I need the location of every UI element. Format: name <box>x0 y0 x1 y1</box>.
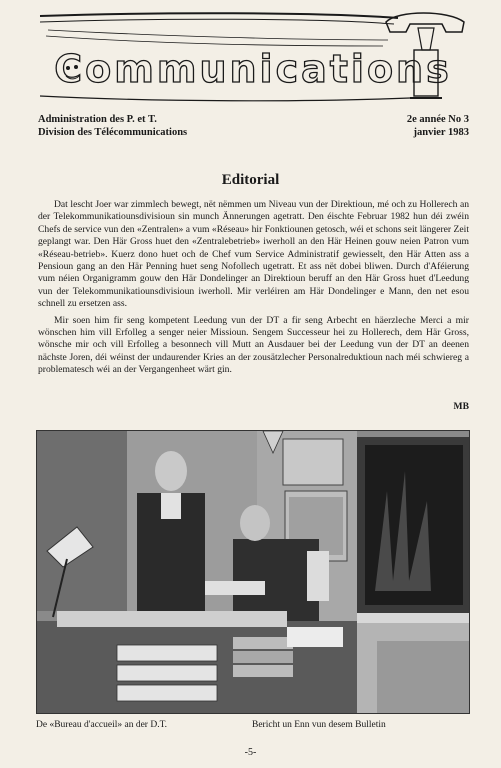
photo-caption-left: De «Bureau d'accueil» an der D.T. <box>36 720 168 730</box>
office-photo <box>36 430 470 714</box>
office-photo-image <box>37 431 469 713</box>
header-right <box>309 113 469 139</box>
editorial-paragraph-2: Mir soen him fir seng kompetent Leedung vun der DT a fir seng Arbecht en häerzleche Merci a mir wönschen him vill Erfolleg a senger neier Missioun. Sengem Successeur hei zu Hollerech, dem Här Gross, wönsche mir och vill Erfolleg a besonnech vill Mutt an Ausdauer bei der Leedung vun der DT an deenen nächste Joren, déi wéinst der undaurender Kries an der zousätzlecher Personalreduktioun nach méi schwiereg a problematesch wéi an der Vergangenheet wärt gin. <box>38 314 469 376</box>
photo-caption-right: Bericht un Enn vun desem Bulletin <box>252 720 386 730</box>
division-line: Division des Télécommunications <box>38 127 188 138</box>
date-line: janvier 1983 <box>413 127 469 138</box>
editorial-paragraph-1: Dat lescht Joer war zimmlech bewegt, nët nëmmen um Niveau vun der Direktioun, mé och zu Hollerech an der Telekommunikatiounsdivisioun sin munch Ännerungen agetratt. Den éischte Februar 1982 hun déi zwéin Chefs de service vun den «Zentralen» a vum «Réseau» hir Fonktiounen getosch, wéi et schons seit längerer Zeit geplangt war. Den Här Gross huet den «Zentralebetrieb» iwerholl an den Här Heinen gouw neien Patron vum «Réseau-betrieb». Kuerz dono huet och de Chef vum Service Administratif gewiesselt, den Här Atten ass a Pensioun gang an den Här Penning huet seng Nofollech ugetratt. Et ass nët dobei bliwen. Durch d'Aféierung vum néien Organigramm gouw den Här Dondelinger an Direktioun beruff an den Här Gross huet d'Leedung vun der Telekommunikatiounsdivisioun iwerholl. Mir verléiren am Här Dondelinger e Mann, den net esou schnell zu ersetzen ass. <box>38 199 469 310</box>
masthead-title: Communications <box>54 47 452 91</box>
header-left <box>38 113 298 139</box>
masthead <box>38 10 468 108</box>
editorial-title: Editorial <box>221 172 280 188</box>
editorial-body <box>38 199 469 381</box>
administration-line: Administration des P. et T. <box>38 114 157 125</box>
issue-line: 2e année No 3 <box>406 114 469 125</box>
page-number: -5- <box>244 747 257 758</box>
editorial-signature: MB <box>453 401 469 412</box>
